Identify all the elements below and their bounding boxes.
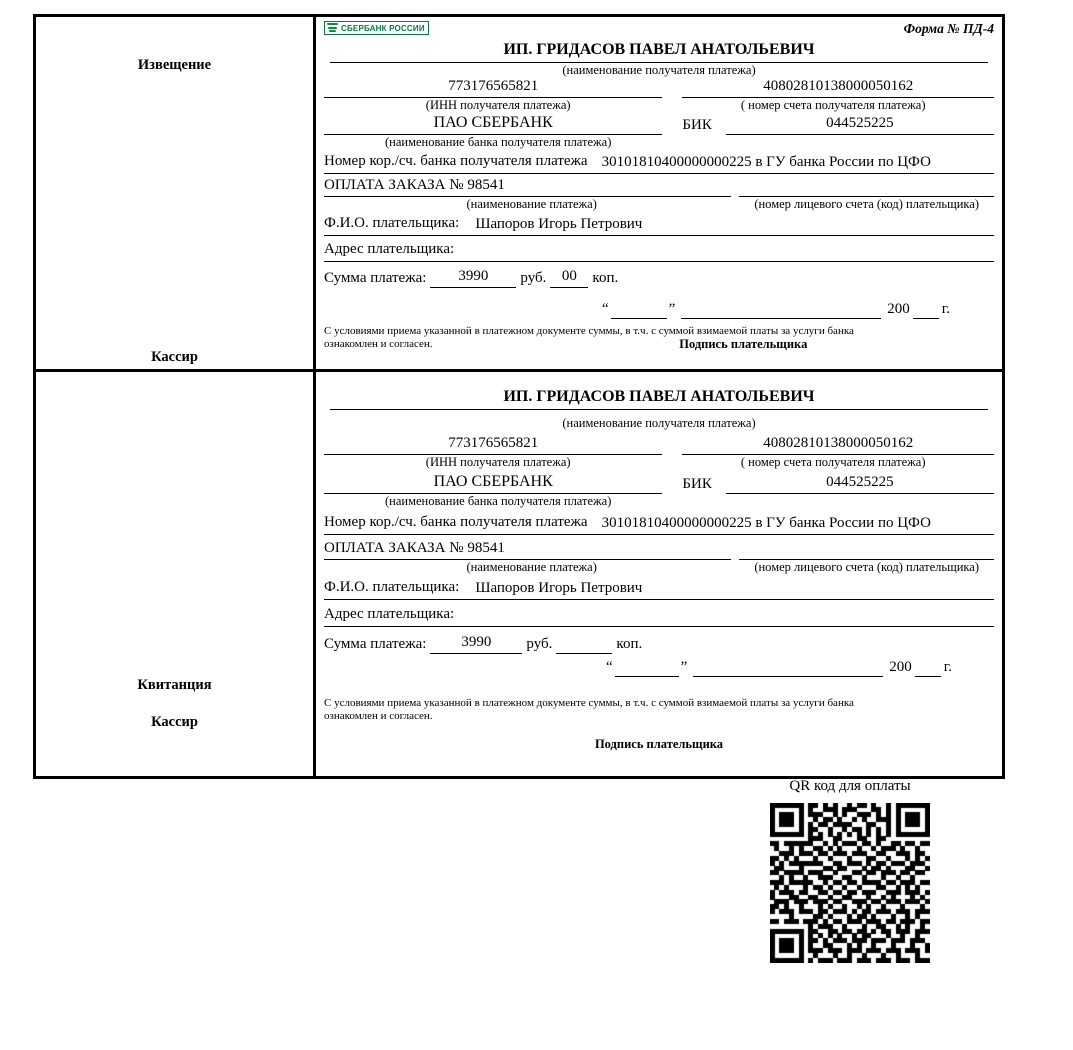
receipt-bank-caption: (наименование банка получателя платежа) <box>385 494 612 508</box>
notice-personal-account-caption: (номер лицевого счета (код) плательщика) <box>754 197 980 211</box>
notice-left-column <box>36 17 316 369</box>
notice-corr-row <box>324 152 994 174</box>
notice-bank-caption-row <box>324 135 994 150</box>
notice-rub-word: руб. <box>520 270 547 286</box>
receipt-purpose-caption: (наименование платежа) <box>466 560 597 574</box>
notice-agreement <box>324 325 994 351</box>
notice-agreement-line1: С условиями приема указанной в платежном документе суммы, в т.ч. с суммой взимаемой платы за услуги банка <box>324 325 854 337</box>
notice-header <box>324 21 994 39</box>
receipt-date-day <box>615 676 679 677</box>
notice-date-month <box>681 318 881 319</box>
sberbank-logo-icon <box>327 23 338 33</box>
notice-date-quote-close: ” <box>668 301 676 317</box>
receipt-payer-name-label: Ф.И.О. плательщика: <box>324 579 460 595</box>
receipt-left-column <box>36 372 316 776</box>
payment-form <box>33 14 1005 779</box>
receipt-rub-word: руб. <box>526 636 553 652</box>
cashier-label-receipt: Кассир <box>151 714 198 730</box>
notice-personal-account-value <box>739 177 994 197</box>
receipt-sum-label: Сумма платежа: <box>324 636 427 652</box>
receipt-account-value: 40802810138000050162 <box>682 435 994 455</box>
receipt-part <box>36 372 1002 776</box>
notice-inn-caption: (ИНН получателя платежа) <box>425 98 571 112</box>
notice-sum-kop: 00 <box>550 268 588 288</box>
notice-date-day <box>611 318 667 319</box>
receipt-inn-value: 773176565821 <box>324 435 662 455</box>
notice-payee-caption: (наименование получателя платежа) <box>562 63 756 77</box>
receipt-personal-account-value <box>739 540 994 560</box>
qr-block <box>740 778 960 963</box>
notice-agreement-line2: ознакомлен и согласен. <box>324 338 433 350</box>
notice-payer-address-row <box>324 240 994 262</box>
receipt-corr-label: Номер кор./сч. банка получателя платежа <box>324 514 588 530</box>
notice-sum-rub: 3990 <box>430 268 516 288</box>
receipt-payer-name-value: Шапоров Игорь Петрович <box>475 580 643 596</box>
notice-purpose-row <box>324 177 994 212</box>
receipt-account-caption: ( номер счета получателя платежа) <box>740 455 926 469</box>
notice-corr-label: Номер кор./сч. банка получателя платежа <box>324 153 588 169</box>
receipt-payee-row <box>324 386 994 431</box>
form-number: Форма № ПД-4 <box>903 21 994 36</box>
receipt-corr-value: 30101810400000000225 в ГУ банка России по ЦФО <box>601 515 931 531</box>
notice-payer-name-value: Шапоров Игорь Петрович <box>475 216 643 232</box>
notice-account-value: 40802810138000050162 <box>682 78 994 98</box>
receipt-date-quote-open: “ <box>605 659 613 675</box>
receipt-right-column <box>316 372 1002 776</box>
notice-part <box>36 17 1002 372</box>
cashier-label-notice: Кассир <box>151 349 198 365</box>
receipt-sum-rub: 3990 <box>430 634 522 654</box>
notice-date-year-suffix: г. <box>941 301 950 317</box>
receipt-payee-name: ИП. ГРИДАСОВ ПАВЕЛ АНАТОЛЬЕВИЧ <box>330 386 988 410</box>
receipt-kop-word: коп. <box>616 636 643 652</box>
receipt-bank-caption-row <box>324 494 994 509</box>
notice-payee-name: ИП. ГРИДАСОВ ПАВЕЛ АНАТОЛЬЕВИЧ <box>330 39 988 63</box>
notice-payer-address-label: Адрес плательщика: <box>324 241 455 257</box>
receipt-agreement <box>324 697 994 752</box>
notice-date-year-blank <box>913 318 939 319</box>
sberbank-logo-text: СБЕРБАНК РОССИИ <box>341 23 425 33</box>
receipt-bik-value: 044525225 <box>726 474 994 494</box>
receipt-payee-caption: (наименование получателя платежа) <box>562 416 756 430</box>
receipt-bank-name: ПАО СБЕРБАНК <box>324 473 662 494</box>
notice-purpose-caption: (наименование платежа) <box>466 197 597 211</box>
notice-sum-row <box>324 268 994 288</box>
receipt-purpose-row <box>324 540 994 575</box>
receipt-corr-row <box>324 513 994 535</box>
receipt-date-month <box>693 676 883 677</box>
receipt-bank-bik-row <box>324 473 994 494</box>
notice-payee-row <box>324 39 994 78</box>
receipt-date-year-blank <box>915 676 941 677</box>
notice-signature-label: Подпись плательщика <box>679 337 808 351</box>
sberbank-logo <box>324 21 429 35</box>
receipt-payer-name-row <box>324 578 994 600</box>
receipt-payer-address-label: Адрес плательщика: <box>324 606 455 622</box>
receipt-inn-account-row <box>324 435 994 470</box>
receipt-personal-account-caption: (номер лицевого счета (код) плательщика) <box>754 560 980 574</box>
notice-kop-word: коп. <box>592 270 619 286</box>
receipt-inn-caption: (ИНН получателя платежа) <box>425 455 571 469</box>
receipt-date-year-prefix: 200 <box>889 659 912 675</box>
receipt-sum-row <box>324 634 994 654</box>
receipt-sum-kop <box>556 651 612 654</box>
notice-corr-value: 30101810400000000225 в ГУ банка России по ЦФО <box>601 154 931 170</box>
receipt-agreement-line2: ознакомлен и согласен. <box>324 710 433 722</box>
notice-account-caption: ( номер счета получателя платежа) <box>740 98 926 112</box>
receipt-payer-address-row <box>324 605 994 627</box>
receipt-label: Квитанция <box>137 677 212 693</box>
notice-bik-label: БИК <box>682 117 712 133</box>
receipt-date-year-suffix: г. <box>943 659 952 675</box>
notice-sum-label: Сумма платежа: <box>324 270 427 286</box>
qr-canvas <box>770 803 930 963</box>
notice-date-row <box>324 300 994 319</box>
receipt-date-row <box>324 658 994 677</box>
receipt-signature-label: Подпись плательщика <box>594 737 724 751</box>
notice-label: Извещение <box>137 57 212 73</box>
notice-inn-value: 773176565821 <box>324 78 662 98</box>
receipt-purpose-value: ОПЛАТА ЗАКАЗА № 98541 <box>324 540 731 560</box>
receipt-bik-label: БИК <box>682 476 712 492</box>
notice-bik-value: 044525225 <box>726 115 994 135</box>
notice-date-quote-open: “ <box>601 301 609 317</box>
notice-payer-name-row <box>324 214 994 236</box>
receipt-date-quote-close: ” <box>680 659 688 675</box>
notice-right-column <box>316 17 1002 369</box>
notice-inn-account-row <box>324 78 994 113</box>
notice-bank-bik-row <box>324 114 994 135</box>
qr-code-image <box>770 803 930 963</box>
receipt-agreement-line1: С условиями приема указанной в платежном документе суммы, в т.ч. с суммой взимаемой платы за услуги банка <box>324 697 854 709</box>
notice-purpose-value: ОПЛАТА ЗАКАЗА № 98541 <box>324 177 731 197</box>
notice-bank-name: ПАО СБЕРБАНК <box>324 114 662 135</box>
notice-bank-caption: (наименование банка получателя платежа) <box>385 135 612 149</box>
qr-title: QR код для оплаты <box>789 778 911 794</box>
notice-date-year-prefix: 200 <box>887 301 910 317</box>
notice-payer-name-label: Ф.И.О. плательщика: <box>324 215 460 231</box>
